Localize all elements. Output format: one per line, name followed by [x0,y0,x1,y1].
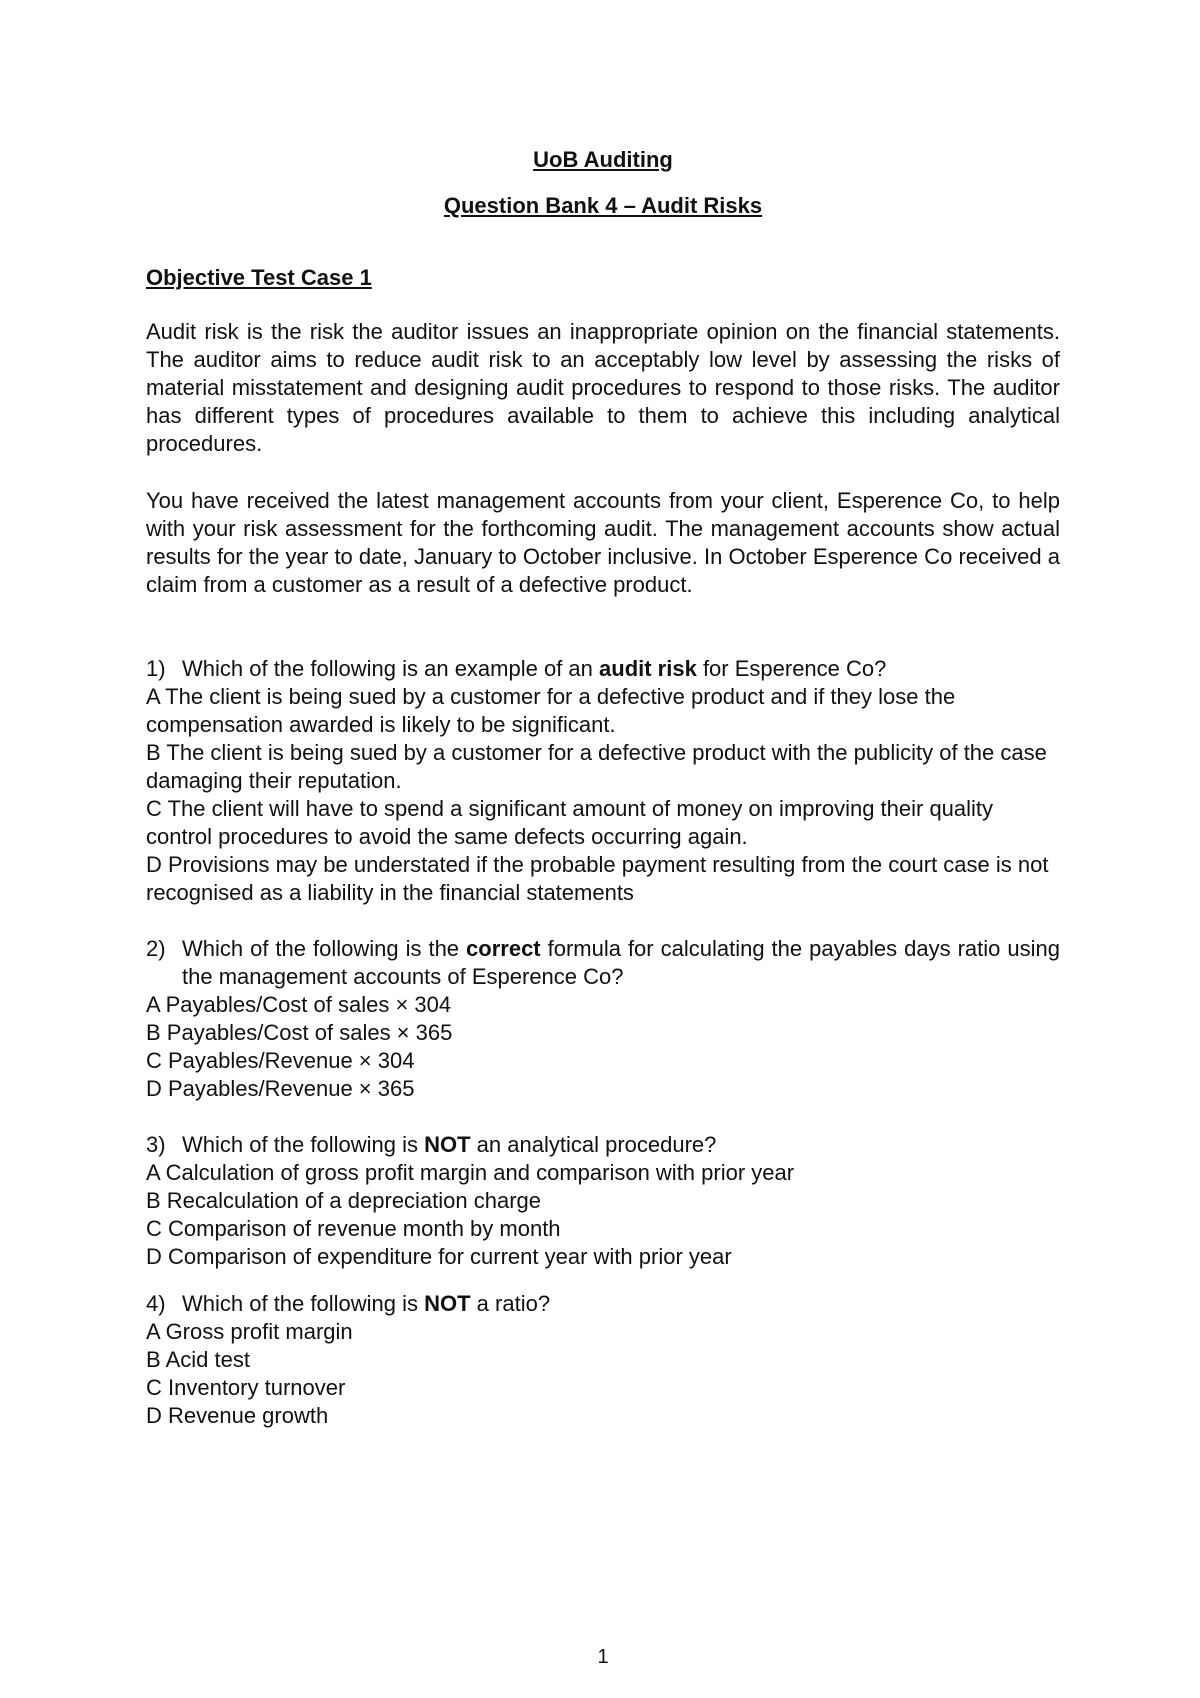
question-3 [146,1131,1060,1271]
option-d: D Provisions may be understated if the probable payment resulting from the court case is not recognised as a liability in the financial statements [146,852,1049,905]
option-b: B The client is being sued by a customer for a defective product with the publicity of the case damaging their reputation. [146,740,1047,793]
option-b: B Payables/Cost of sales × 365 [146,1020,453,1045]
document-page [146,0,1060,1698]
option-b: B Recalculation of a depreciation charge [146,1188,542,1213]
question-stem [146,1290,1060,1318]
course-title: UoB Auditing [533,147,673,172]
option-a: A The client is being sued by a customer for a defective product and if they lose the compensation awarded is likely to be significant. [146,684,956,737]
option-d: D Revenue growth [146,1403,329,1428]
stem-text: formula for calculating the payables days ratio using the management accounts of Esperence Co? [182,936,1060,989]
option-c: C Comparison of revenue month by month [146,1216,561,1241]
question-stem [146,935,1060,991]
intro-paragraph-1: Audit risk is the risk the auditor issues an inappropriate opinion on the financial statements. The auditor aims to reduce audit risk to an acceptably low level by assessing the risks of material misstatement and designing audit procedures to respond to those risks. The auditor has different types of procedures available to them to achieve this including analytical procedures. [146,319,1060,456]
stem-emphasis: audit risk [599,656,697,681]
option-a: A Calculation of gross profit margin and comparison with prior year [146,1160,795,1185]
option-b: B Acid test [146,1347,250,1372]
intro-paragraph-2: You have received the latest management accounts from your client, Esperence Co, to help with your risk assessment for the forthcoming audit. The management accounts show actual results for the year to date, January to October inclusive. In October Esperence Co received a claim from a customer as a result of a defective product. [146,488,1060,597]
stem-emphasis: NOT [424,1132,471,1157]
question-1 [146,655,1060,907]
stem-emphasis: correct [466,936,541,961]
stem-text: a ratio? [470,1291,551,1316]
option-a: A Gross profit margin [146,1319,353,1344]
stem-text: Which of the following is an example of an [182,656,600,681]
question-number: 2) [146,936,166,961]
question-4 [146,1290,1060,1430]
option-a: A Payables/Cost of sales × 304 [146,992,452,1017]
option-d: D Comparison of expenditure for current year with prior year [146,1244,732,1269]
stem-text: Which of the following is [182,1132,425,1157]
stem-text: Which of the following is the [182,936,467,961]
option-c: C Payables/Revenue × 304 [146,1048,415,1073]
page-number: 1 [597,1646,609,1668]
option-c: C The client will have to spend a significant amount of money on improving their quality control procedures to avoid the same defects occurring again. [146,796,994,849]
stem-emphasis: NOT [424,1291,471,1316]
option-d: D Payables/Revenue × 365 [146,1076,415,1101]
section-heading: Objective Test Case 1 [146,265,372,290]
stem-text: an analytical procedure? [470,1132,717,1157]
question-number: 1) [146,656,166,681]
stem-text: for Esperence Co? [696,656,887,681]
question-stem [146,655,1060,683]
question-bank-title: Question Bank 4 – Audit Risks [443,193,763,218]
question-stem [146,1131,1060,1159]
question-number: 4) [146,1291,166,1316]
option-c: C Inventory turnover [146,1375,346,1400]
stem-text: Which of the following is [182,1291,425,1316]
question-number: 3) [146,1132,166,1157]
question-2 [146,935,1060,1103]
